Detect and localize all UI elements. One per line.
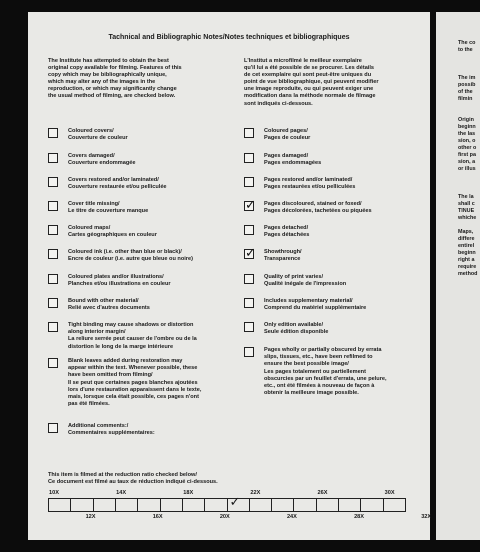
ratio-label-top: 18X: [183, 490, 194, 496]
checklist-item-label: Pages restored and/or laminated/ Pages restaurées et/ou pelliculées: [264, 177, 356, 191]
ratio-cell[interactable]: [49, 499, 71, 511]
checklist-item-label: Covers damaged/ Couverture endommagée: [68, 153, 136, 167]
checklist-item-label: Only edition available/ Seule édition disponible: [264, 322, 329, 336]
checkbox[interactable]: [244, 225, 254, 235]
ratio-cell[interactable]: [361, 499, 383, 511]
checklist-item-label: Showthrough/ Transparence: [264, 249, 302, 263]
checkbox[interactable]: [48, 298, 58, 308]
checklist-item-label: Coloured plates and/or illustrations/ Planches et/ou illustrations en couleur: [68, 274, 171, 288]
reduction-ratio-text: This item is filmed at the reduction ratio checked below/ Ce document est filmé au taux de réduction indiqué ci-dessous.: [48, 472, 218, 486]
checkbox[interactable]: [48, 322, 58, 332]
checkmark-icon: ✓: [229, 495, 241, 510]
adjacent-page: [436, 12, 480, 540]
intro-french: L'Institut a microfilmé le meilleur exemplaire qu'il lui a été possible de se procurer. Les détails de cet exemplaire qui sont peut-être uniques du point de vue bibliographique, qui peuvent modifier une image reproduite, ou qui peuvent exiger une modification dans la méthode normale de filmage sont indiqués ci-dessous.: [244, 58, 379, 107]
checkbox[interactable]: [244, 177, 254, 187]
checkmark-icon: ✓: [245, 198, 256, 213]
ratio-label-top: 10X: [49, 490, 59, 496]
ratio-label-bottom: 16X: [152, 514, 163, 520]
checkbox[interactable]: [244, 153, 254, 163]
checklist-item-label: Coloured pages/ Pages de couleur: [264, 128, 311, 142]
ratio-label-bottom: 20X: [219, 514, 230, 520]
checklist-item-label: Pages wholly or partially obscured by errata slips, tissues, etc., have been refilmed to ensure the best possible image/ Les pages totalement ou partiellement obscurcies par un feuillet d'errata, une pelure, etc., ont été filmées à nouveau de façon à obtenir la meilleure image possible.: [264, 347, 387, 397]
checklist-item-label: Quality of print varies/ Qualité inégale de l'impression: [264, 274, 347, 288]
ratio-cell[interactable]: [250, 499, 272, 511]
checkbox[interactable]: [244, 298, 254, 308]
ratio-cell[interactable]: [384, 499, 405, 511]
checkbox[interactable]: [48, 177, 58, 187]
ratio-cell[interactable]: [94, 499, 116, 511]
ratio-boxes: [48, 495, 406, 512]
ratio-cell[interactable]: [339, 499, 361, 511]
ratio-cell[interactable]: [205, 499, 227, 511]
checklist-item-label: Includes supplementary material/ Comprend du matériel supplémentaire: [264, 298, 367, 312]
checkbox[interactable]: [48, 358, 58, 368]
adjacent-page-text: The co to the The im possib of the filmin Origin beginn the las sion, o other o first pa sion, a or illus The la shall c TINUE whiche Maps, differe entirel beginn right a require method: [458, 40, 478, 277]
checkbox[interactable]: [48, 423, 58, 433]
checklist-item-label: Coloured maps/ Cartes géographiques en couleur: [68, 225, 157, 239]
ratio-cell[interactable]: [161, 499, 183, 511]
notes-sheet: [28, 12, 430, 540]
ratio-cell[interactable]: [116, 499, 138, 511]
checklist-item-label: Tight binding may cause shadows or distortion along interior margin/ La reliure serrée peut causer de l'ombre ou de la distortion le long de la marge intérieure: [68, 322, 197, 350]
checklist-item-label: Bound with other material/ Relié avec d'autres documents: [68, 298, 150, 312]
ratio-cell[interactable]: [183, 499, 205, 511]
intro-english: The Institute has attempted to obtain the best original copy available for filming. Features of this copy which may be bibliographically unique, which may alter any of the images in the reproduction, or which may significantly change the usual method of filming, are checked below.: [48, 58, 182, 100]
checkbox[interactable]: [48, 249, 58, 259]
ratio-label-top: 14X: [116, 490, 127, 496]
checklist-item-label: Pages detached/ Pages détachées: [264, 225, 310, 239]
reduction-ratio-scale: [48, 490, 432, 520]
checkbox[interactable]: [48, 274, 58, 284]
ratio-label-top: 30X: [384, 490, 395, 496]
ratio-label-bottom: 24X: [286, 514, 297, 520]
checkbox[interactable]: [48, 128, 58, 138]
checklist-item-label: Pages discoloured, stained or foxed/ Pages décolorées, tachetées ou piquées: [264, 201, 372, 215]
checkbox[interactable]: [48, 201, 58, 211]
checklist-item-label: Additional comments:/ Commentaires supplémentaires:: [68, 423, 155, 437]
ratio-label-bottom: 12X: [85, 514, 96, 520]
checklist-item-label: Cover title missing/ Le titre de couverture manque: [68, 201, 149, 215]
ratio-cell[interactable]: [228, 495, 250, 511]
checkbox[interactable]: [244, 246, 256, 261]
ratio-label-top: 26X: [317, 490, 328, 496]
ratio-label-bottom: 28X: [354, 514, 365, 520]
checkbox[interactable]: [244, 322, 254, 332]
checkbox[interactable]: [244, 274, 254, 284]
checkbox[interactable]: [244, 347, 254, 357]
checklist-item-label: Blank leaves added during restoration may appear within the text. Whenever possible, these have been omitted from filming/ Il se peut que certaines pages blanches ajoutées lors d'une restauration apparaissent dans le texte, mais, lorsque cela était possible, ces pages n'ont pas été filmées.: [68, 358, 202, 408]
checklist-item-label: Pages damaged/ Pages endommagées: [264, 153, 322, 167]
checkbox[interactable]: [48, 225, 58, 235]
checkbox[interactable]: [244, 198, 256, 213]
checkbox[interactable]: [244, 128, 254, 138]
ratio-cell[interactable]: [138, 499, 160, 511]
ratio-cell[interactable]: [317, 499, 339, 511]
ratio-cell[interactable]: [71, 499, 93, 511]
checkmark-icon: ✓: [245, 246, 256, 261]
checklist-item-label: Coloured ink (i.e. other than blue or black)/ Encre de couleur (i.e. autre que bleue ou noire): [68, 249, 193, 263]
checkbox[interactable]: [48, 153, 58, 163]
page-title: Tachnical and Bibliographic Notes/Notes techniques et bibliographiques: [108, 34, 350, 41]
ratio-cell[interactable]: [272, 499, 294, 511]
ratio-label-top: 22X: [250, 490, 261, 496]
ratio-cell[interactable]: [294, 499, 316, 511]
checklist-item-label: Covers restored and/or laminated/ Couverture restaurée et/ou pelliculée: [68, 177, 167, 191]
checklist-item-label: Coloured covers/ Couverture de couleur: [68, 128, 128, 142]
ratio-label-bottom: 32X: [421, 514, 432, 520]
